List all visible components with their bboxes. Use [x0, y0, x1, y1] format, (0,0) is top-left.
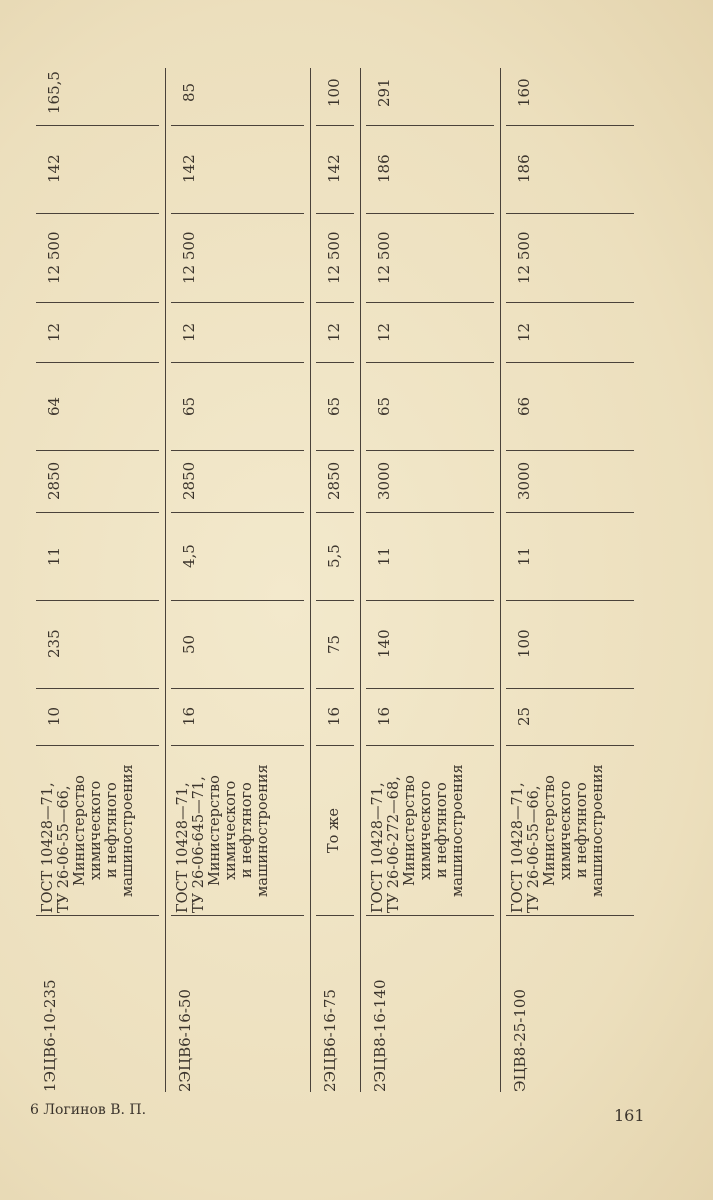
- value-cell: 65: [375, 396, 393, 416]
- value-cell: 12: [325, 322, 343, 342]
- value-cell: 291: [375, 78, 393, 107]
- standard-cell: [40, 748, 136, 913]
- value-cell: 186: [375, 154, 393, 184]
- value-cell: 12 500: [515, 231, 533, 284]
- value-cell: 66: [515, 396, 533, 416]
- value-cell: 11: [375, 546, 393, 566]
- standard-line: ГОСТ 10428—71,: [40, 782, 56, 913]
- value-cell: 16: [375, 706, 393, 727]
- value-cell: 12: [515, 322, 533, 342]
- value-cell: 64: [45, 396, 63, 416]
- standard-line: Министерство: [542, 775, 558, 886]
- value-cell: 100: [515, 629, 533, 659]
- value-cell: 160: [515, 78, 533, 107]
- standard-line: машиностроения: [450, 764, 466, 897]
- value-cell: 16: [180, 706, 198, 727]
- standard-cell: [370, 748, 466, 913]
- column-divider: [506, 915, 634, 916]
- standard-cell: [175, 748, 271, 913]
- value-cell: 2850: [45, 461, 63, 501]
- value-cell: 50: [180, 634, 198, 654]
- row-divider: [360, 68, 361, 1092]
- standard-line: Министерство: [402, 775, 418, 886]
- value-cell: 186: [515, 154, 533, 184]
- column-divider: [316, 745, 354, 746]
- value-cell: 3000: [515, 461, 533, 501]
- standard-cell: [510, 748, 606, 913]
- standard-line: химического: [558, 780, 574, 881]
- standard-line: ТУ 26-06-645—71,: [191, 776, 207, 913]
- standard-line: химического: [88, 780, 104, 881]
- standard-line: химического: [418, 780, 434, 881]
- value-cell: 16: [325, 706, 343, 727]
- value-cell: 12 500: [325, 231, 343, 284]
- value-cell: 235: [45, 629, 63, 659]
- value-cell: 5,5: [325, 544, 343, 568]
- value-cell: 12 500: [375, 231, 393, 284]
- row-divider: [500, 68, 501, 1092]
- value-cell: 25: [515, 706, 533, 727]
- value-cell: 85: [180, 82, 198, 103]
- standard-line: машиностроения: [590, 764, 606, 897]
- standard-line: ГОСТ 10428—71,: [175, 782, 191, 913]
- standard-line: и нефтяного: [104, 782, 120, 879]
- column-divider: [171, 745, 304, 746]
- value-cell: 65: [325, 396, 343, 416]
- standard-line: ГОСТ 10428—71,: [510, 782, 526, 913]
- column-divider: [506, 745, 634, 746]
- column-divider: [366, 915, 494, 916]
- model-cell: ЭЦВ8-25-100: [511, 989, 529, 1092]
- standard-line: машиностроения: [255, 764, 271, 897]
- column-divider: [316, 915, 354, 916]
- row-divider: [165, 68, 166, 1092]
- standard-line: Министерство: [207, 775, 223, 886]
- standard-line: и нефтяного: [239, 782, 255, 879]
- model-cell: 2ЭЦВ8-16-140: [371, 979, 389, 1092]
- value-cell: 3000: [375, 461, 393, 501]
- model-cell: 2ЭЦВ6-16-75: [321, 989, 339, 1092]
- value-cell: 12: [375, 322, 393, 342]
- value-cell: 142: [45, 154, 63, 184]
- column-divider: [366, 745, 494, 746]
- column-divider: [36, 745, 159, 746]
- value-cell: 12: [180, 322, 198, 342]
- model-cell: 2ЭЦВ6-16-50: [176, 989, 194, 1092]
- value-cell: 2850: [325, 461, 343, 501]
- value-cell: 11: [45, 546, 63, 566]
- standard-line: То же: [326, 808, 342, 853]
- standard-line: ТУ 26-06-272—68,: [386, 776, 402, 913]
- value-cell: 75: [325, 634, 343, 654]
- standard-line: ТУ 26-06-55—66,: [526, 785, 542, 913]
- standard-line: ТУ 26-06-55—66,: [56, 785, 72, 913]
- value-cell: 12: [45, 322, 63, 342]
- value-cell: 100: [325, 78, 343, 107]
- standard-cell: [326, 748, 342, 913]
- model-cell: 1ЭЦВ6-10-235: [41, 979, 59, 1092]
- value-cell: 11: [515, 546, 533, 566]
- value-cell: 12 500: [180, 231, 198, 284]
- value-cell: 4,5: [180, 544, 198, 568]
- value-cell: 165,5: [45, 71, 63, 114]
- column-divider: [36, 915, 159, 916]
- value-cell: 65: [180, 396, 198, 416]
- standard-line: и нефтяного: [574, 782, 590, 879]
- standard-line: Министерство: [72, 775, 88, 886]
- row-divider: [310, 68, 311, 1092]
- standard-line: машиностроения: [120, 764, 136, 897]
- value-cell: 140: [375, 629, 393, 659]
- value-cell: 12 500: [45, 231, 63, 284]
- value-cell: 10: [45, 706, 63, 727]
- column-divider: [171, 915, 304, 916]
- value-cell: 2850: [180, 461, 198, 501]
- signature-mark: 6 Логинов В. П.: [30, 1102, 147, 1118]
- value-cell: 142: [325, 154, 343, 184]
- standard-line: ГОСТ 10428—71,: [370, 782, 386, 913]
- standard-line: и нефтяного: [434, 782, 450, 879]
- page-number: 161: [614, 1106, 645, 1125]
- standard-line: химического: [223, 780, 239, 881]
- value-cell: 142: [180, 154, 198, 184]
